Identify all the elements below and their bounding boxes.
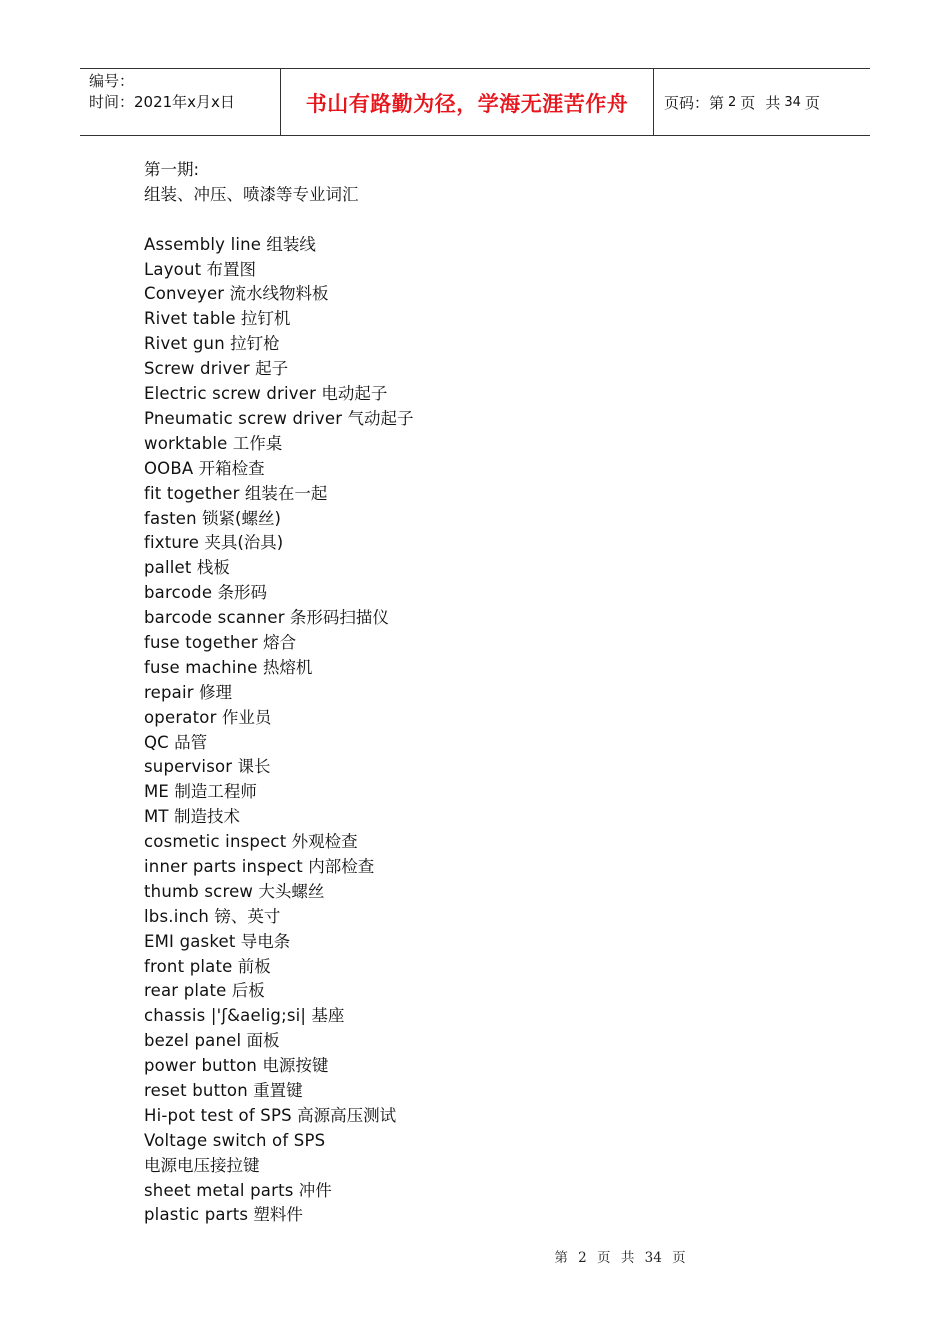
vocabulary-item [144, 1154, 413, 1179]
vocabulary-item [144, 731, 413, 756]
term-english: chassis |'ʃ&aelig;si| [144, 1006, 307, 1026]
vocabulary-item [144, 432, 413, 457]
term-chinese: 电源电压接拉键 [144, 1155, 260, 1175]
term-english: MT [144, 807, 169, 827]
footer-page-total: 34 [644, 1250, 662, 1266]
term-chinese: 拉钉机 [240, 309, 291, 329]
term-english: Conveyer [144, 284, 225, 304]
vocabulary-item [144, 855, 413, 880]
term-chinese: 组装线 [266, 234, 316, 254]
term-english: Hi-pot test of SPS [144, 1105, 292, 1125]
vocabulary-item [144, 457, 413, 482]
vocabulary-item [144, 507, 413, 532]
term-english: lbs.inch [144, 906, 210, 926]
term-chinese: 工作桌 [232, 433, 283, 453]
term-chinese: 条形码扫描仪 [289, 608, 389, 628]
term-chinese: 条形码 [217, 583, 267, 603]
term-chinese: 熔合 [263, 632, 297, 652]
term-english: rear plate [144, 981, 227, 1001]
term-english: fasten [144, 508, 197, 528]
vocabulary-item [144, 482, 413, 507]
term-chinese: 热熔机 [262, 657, 313, 677]
vocabulary-item [144, 407, 413, 432]
term-english: thumb screw [144, 881, 254, 901]
term-english: Rivet gun [144, 334, 225, 354]
term-english: supervisor [144, 757, 233, 777]
term-chinese: 面板 [246, 1031, 280, 1051]
term-chinese: 冲件 [298, 1180, 332, 1200]
vocabulary-item [144, 706, 413, 731]
term-chinese: 夹具(治具) [204, 533, 284, 553]
term-english: Screw driver [144, 359, 250, 379]
term-chinese: 栈板 [196, 558, 230, 578]
vocabulary-item [144, 1129, 413, 1154]
vocabulary-item [144, 1004, 413, 1029]
vocabulary-item [144, 1029, 413, 1054]
term-english: Pneumatic screw driver [144, 408, 343, 428]
document-number-label: 编号： [89, 72, 135, 90]
term-english: fuse machine [144, 657, 258, 677]
term-english: cosmetic inspect [144, 832, 287, 852]
term-chinese: 制造工程师 [174, 782, 257, 802]
term-english: pallet [144, 558, 192, 578]
vocabulary-item [144, 830, 413, 855]
term-english: Assembly line [144, 234, 262, 254]
term-english: inner parts inspect [144, 856, 303, 876]
header-page-prefix: 页码：第 [664, 93, 725, 112]
term-chinese: 基座 [311, 1006, 345, 1026]
vocabulary-item [144, 332, 413, 357]
term-chinese: 镑、英寸 [214, 906, 281, 926]
term-english: power button [144, 1056, 258, 1076]
term-chinese: 制造技术 [173, 807, 240, 827]
header-total-prefix: 共 [765, 93, 781, 112]
term-chinese: 拉钉枪 [230, 334, 280, 354]
term-english: fit together [144, 483, 240, 503]
header-total-unit: 页 [804, 93, 820, 112]
header-page-total: 34 [784, 94, 801, 110]
term-chinese: 锁紧(螺丝) [202, 508, 281, 528]
term-chinese: 作业员 [221, 707, 272, 727]
document-time-label: 时间：2021年x月x日 [89, 93, 235, 111]
header-motto: 书山有路勤为径，学海无涯苦作舟 [305, 91, 629, 116]
term-english: Voltage switch of SPS [144, 1130, 326, 1150]
vocabulary-item [144, 233, 413, 258]
header-meta [80, 69, 281, 135]
vocabulary-item [144, 930, 413, 955]
section-subtitle: 组装、冲压、喷漆等专业词汇 [144, 184, 359, 204]
footer-total-unit: 页 [672, 1250, 686, 1266]
footer-page-current: 2 [578, 1250, 587, 1266]
term-english: barcode [144, 583, 213, 603]
footer-total-prefix: 共 [620, 1250, 635, 1266]
vocabulary-item [144, 258, 413, 283]
term-english: bezel panel [144, 1031, 242, 1051]
term-chinese: 高源高压测试 [297, 1105, 397, 1125]
term-chinese: 气动起子 [347, 408, 414, 428]
term-english: sheet metal parts [144, 1180, 294, 1200]
term-chinese: 组装在一起 [244, 483, 328, 503]
header-motto-cell [281, 69, 654, 135]
vocabulary-item [144, 755, 413, 780]
issue-label: 第一期: [144, 160, 200, 179]
vocabulary-item [144, 382, 413, 407]
vocabulary-item [144, 556, 413, 581]
header-page-info [654, 69, 870, 135]
vocabulary-item [144, 905, 413, 930]
vocabulary-item [144, 1054, 413, 1079]
header-page-unit: 页 [740, 93, 756, 112]
term-chinese: 电源按键 [262, 1056, 329, 1076]
term-english: plastic parts [144, 1205, 249, 1225]
term-english: Rivet table [144, 309, 236, 329]
term-chinese: 起子 [255, 359, 289, 379]
term-chinese: 布置图 [206, 259, 257, 279]
term-english: fuse together [144, 632, 258, 652]
vocabulary-item [144, 780, 413, 805]
term-chinese: 重置键 [253, 1080, 303, 1100]
vocabulary-item [144, 631, 413, 656]
vocabulary-item [144, 1179, 413, 1204]
term-chinese: 课长 [237, 757, 271, 777]
vocabulary-list [144, 233, 413, 1229]
term-english: QC [144, 732, 169, 752]
footer-page-unit: 页 [597, 1250, 611, 1266]
vocabulary-item [144, 307, 413, 332]
term-english: Electric screw driver [144, 384, 317, 404]
term-chinese: 内部检查 [308, 856, 375, 876]
vocabulary-item [144, 805, 413, 830]
term-chinese: 外观检查 [291, 832, 358, 852]
vocabulary-item [144, 1104, 413, 1129]
document-body [144, 158, 413, 1228]
term-chinese: 品管 [174, 732, 208, 752]
term-chinese: 前板 [237, 956, 271, 976]
term-english: ME [144, 782, 170, 802]
term-chinese: 开箱检查 [198, 458, 265, 478]
vocabulary-item [144, 606, 413, 631]
term-english: operator [144, 707, 217, 727]
vocabulary-item [144, 531, 413, 556]
vocabulary-item [144, 880, 413, 905]
term-english: repair [144, 682, 194, 702]
vocabulary-item [144, 1079, 413, 1104]
term-english: Layout [144, 259, 202, 279]
term-english: fixture [144, 533, 200, 553]
term-english: EMI gasket [144, 931, 236, 951]
term-english: barcode scanner [144, 608, 285, 628]
term-chinese: 大头螺丝 [258, 881, 325, 901]
page-header [80, 68, 870, 136]
vocabulary-item [144, 1203, 413, 1228]
vocabulary-item [144, 681, 413, 706]
term-chinese: 导电条 [240, 931, 291, 951]
term-english: reset button [144, 1080, 248, 1100]
vocabulary-item [144, 955, 413, 980]
vocabulary-item [144, 656, 413, 681]
term-chinese: 修理 [198, 682, 232, 702]
vocabulary-item [144, 282, 413, 307]
vocabulary-item [144, 581, 413, 606]
term-english: worktable [144, 433, 228, 453]
term-chinese: 流水线物料板 [229, 284, 329, 304]
vocabulary-item [144, 357, 413, 382]
vocabulary-item [144, 979, 413, 1004]
term-chinese: 电动起子 [321, 384, 388, 404]
term-chinese: 后板 [231, 981, 265, 1001]
header-page-current: 2 [728, 94, 737, 110]
page-footer [0, 1246, 950, 1266]
term-english: front plate [144, 956, 233, 976]
term-chinese: 塑料件 [253, 1205, 303, 1225]
footer-prefix: 第 [554, 1250, 568, 1266]
term-english: OOBA [144, 458, 194, 478]
